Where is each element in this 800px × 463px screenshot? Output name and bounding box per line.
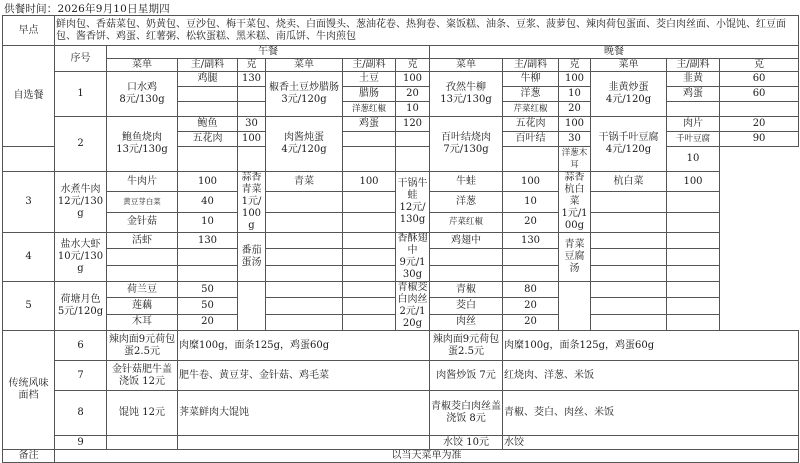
dish-cell bbox=[591, 117, 667, 172]
ingredient-cell bbox=[266, 298, 343, 314]
ingredient-cell bbox=[238, 147, 266, 172]
dish-cell bbox=[430, 117, 503, 172]
grams-cell bbox=[343, 147, 396, 172]
traditional-label: 传统风味面档 bbox=[3, 331, 55, 450]
ingredient-cell: 牛柳 bbox=[503, 72, 559, 87]
dish-price: 12元/130g bbox=[57, 196, 104, 219]
dish-name: 青菜豆腐汤 bbox=[564, 239, 585, 274]
grams-cell: 10 bbox=[178, 212, 238, 232]
grams-cell: 20 bbox=[503, 212, 559, 232]
dish-name: 百叶结烧肉 bbox=[441, 132, 491, 143]
ingredient-cell bbox=[266, 192, 343, 212]
noodle-dish-cell: 辣肉面9元荷包蛋2.5元 bbox=[107, 331, 178, 361]
grams-cell: 10 bbox=[396, 102, 430, 117]
lunch-header: 午餐 bbox=[107, 46, 430, 59]
grams-cell bbox=[343, 212, 396, 232]
dish-cell bbox=[559, 282, 591, 331]
grams-cell: 100 bbox=[238, 132, 266, 147]
dish-price: 4元/120g bbox=[281, 144, 327, 155]
grams-cell: 10 bbox=[559, 87, 591, 102]
ingredient-cell: 鸡蛋 bbox=[667, 87, 720, 102]
dish-price: 1元/100g bbox=[561, 208, 588, 231]
noodle-ingredient-cell: 肉糜100g，面条125g，鸡蛋60g bbox=[178, 331, 430, 361]
dish-price: 12元/130g bbox=[399, 202, 426, 225]
ingredient-cell: 黄豆芽白菜 bbox=[107, 192, 178, 212]
ingredient-cell: 杭白菜 bbox=[591, 172, 667, 192]
ingredient-cell bbox=[396, 147, 430, 172]
table-row bbox=[3, 117, 799, 132]
meal-header-row bbox=[3, 46, 799, 59]
noodle-dish-cell: 金针菇肥牛盖浇饭 12元 bbox=[107, 361, 178, 391]
ingredient-cell bbox=[430, 265, 503, 281]
ingredient-cell: 五花肉 bbox=[178, 132, 238, 147]
grams-cell bbox=[667, 314, 720, 330]
ingredient-cell bbox=[591, 249, 667, 265]
dish-cell bbox=[55, 172, 107, 233]
ingredient-cell bbox=[591, 282, 667, 298]
grams-cell bbox=[343, 298, 396, 314]
dish-cell bbox=[107, 72, 178, 117]
ingredient-cell bbox=[266, 233, 343, 249]
noodle-dish-cell: 水饺 10元 bbox=[430, 436, 503, 450]
seq-cell: 8 bbox=[55, 391, 107, 436]
ingredient-cell: 五花肉 bbox=[503, 117, 559, 132]
grams-cell: 20 bbox=[720, 117, 799, 132]
grams-cell: 50 bbox=[178, 298, 238, 314]
dish-name: 椒香土豆炒腊肠 bbox=[269, 82, 339, 93]
grams-cell bbox=[238, 102, 266, 117]
grams-col-header: 克 bbox=[559, 59, 591, 72]
dish-cell bbox=[559, 233, 591, 282]
dish-price: 10元/130g bbox=[57, 251, 104, 274]
dish-name: 蒜香青菜 bbox=[241, 172, 262, 195]
dish-cell bbox=[396, 282, 430, 331]
dish-cell bbox=[55, 282, 107, 331]
ingredient-cell bbox=[591, 212, 667, 232]
ingredient-cell: 青椒 bbox=[430, 282, 503, 298]
grams-cell: 100 bbox=[396, 72, 430, 87]
dish-cell bbox=[238, 282, 266, 331]
grams-cell bbox=[343, 233, 396, 249]
grams-cell bbox=[343, 249, 396, 265]
grams-col-header: 克 bbox=[238, 59, 266, 72]
grams-cell: 20 bbox=[503, 314, 559, 330]
grams-cell bbox=[503, 147, 559, 172]
seq-cell: 1 bbox=[55, 72, 107, 117]
ingredient-cell bbox=[591, 265, 667, 281]
grams-cell bbox=[667, 282, 720, 298]
noodle-dish-cell: 青椒茭白肉丝盖浇饭 8元 bbox=[430, 391, 503, 436]
table-row bbox=[3, 436, 799, 450]
dish-cell bbox=[55, 233, 107, 282]
grams-cell: 100 bbox=[667, 172, 720, 192]
grams-cell: 100 bbox=[503, 172, 559, 192]
grams-cell: 130 bbox=[503, 233, 559, 249]
ingredient-cell: 肉片 bbox=[667, 117, 720, 132]
breakfast-label: 早点 bbox=[3, 16, 55, 46]
dish-name: 青椒茭白肉丝 bbox=[397, 282, 428, 305]
grams-cell bbox=[667, 249, 720, 265]
grams-cell: 60 bbox=[720, 72, 799, 87]
grams-cell: 20 bbox=[559, 102, 591, 117]
dish-name: 荷塘月色 bbox=[60, 294, 101, 305]
ingredient-col-header: 主/副料 bbox=[503, 59, 559, 72]
dish-price: 1元/100g bbox=[241, 196, 262, 231]
table-row bbox=[3, 282, 799, 298]
grams-cell: 50 bbox=[178, 282, 238, 298]
dish-cell bbox=[266, 117, 343, 172]
grams-cell: 40 bbox=[178, 192, 238, 212]
dish-cell bbox=[266, 72, 343, 117]
ingredient-cell bbox=[266, 249, 343, 265]
grams-cell bbox=[667, 298, 720, 314]
ingredient-cell bbox=[343, 132, 396, 147]
grams-cell bbox=[343, 282, 396, 298]
grams-cell bbox=[343, 314, 396, 330]
noodle-ingredient-cell: 荠菜鲜肉大馄饨 bbox=[178, 391, 430, 436]
ingredient-cell: 洋葱 bbox=[430, 192, 503, 212]
grams-cell bbox=[178, 249, 238, 265]
ingredient-cell: 芹菜红椒 bbox=[430, 212, 503, 232]
grams-cell: 100 bbox=[343, 172, 396, 192]
ingredient-col-header: 主/副料 bbox=[667, 59, 720, 72]
seq-cell: 4 bbox=[3, 233, 55, 282]
ingredient-cell: 腊肠 bbox=[343, 87, 396, 102]
grams-cell: 20 bbox=[503, 298, 559, 314]
ingredient-cell: 茭白 bbox=[430, 298, 503, 314]
grams-cell: 100 bbox=[559, 117, 591, 132]
grams-cell bbox=[343, 265, 396, 281]
ingredient-cell: 鸡翅中 bbox=[430, 233, 503, 249]
grams-cell: 90 bbox=[720, 132, 799, 147]
dish-cell bbox=[238, 233, 266, 282]
ingredient-cell: 牛肉片 bbox=[107, 172, 178, 192]
ingredient-cell bbox=[266, 212, 343, 232]
ingredient-cell: 木耳 bbox=[107, 314, 178, 330]
grams-cell bbox=[238, 87, 266, 102]
dish-col-header: 菜单 bbox=[430, 59, 503, 72]
grams-cell: 130 bbox=[238, 72, 266, 87]
ingredient-cell bbox=[667, 102, 720, 117]
ingredient-cell: 芹菜红椒 bbox=[503, 102, 559, 117]
dish-name: 鲍鱼烧肉 bbox=[122, 132, 162, 143]
remarks-row bbox=[3, 450, 799, 463]
self-select-label: 自选餐 bbox=[3, 46, 55, 147]
ingredient-cell: 鸡蛋 bbox=[343, 117, 396, 132]
grams-cell bbox=[667, 265, 720, 281]
dish-cell bbox=[396, 233, 430, 282]
dish-name: 盐水大虾 bbox=[60, 239, 101, 250]
grams-cell: 100 bbox=[559, 72, 591, 87]
grams-col-header: 克 bbox=[396, 59, 430, 72]
ingredient-cell bbox=[430, 249, 503, 265]
remarks-label: 备注 bbox=[3, 450, 55, 463]
noodle-ingredient-cell: 青椒、茭白、肉丝、米饭 bbox=[503, 391, 799, 436]
noodle-ingredient-cell: 水饺 bbox=[503, 436, 799, 450]
grams-cell: 10 bbox=[667, 147, 720, 172]
table-row bbox=[3, 361, 799, 391]
dish-name: 肉酱炖蛋 bbox=[284, 132, 324, 143]
dish-name: 蒜香杭白菜 bbox=[564, 172, 585, 207]
grams-cell bbox=[343, 192, 396, 212]
ingredient-cell bbox=[591, 298, 667, 314]
grams-cell bbox=[667, 212, 720, 232]
grams-cell: 130 bbox=[178, 233, 238, 249]
ingredient-cell bbox=[107, 249, 178, 265]
ingredient-cell bbox=[266, 314, 343, 330]
noodle-dish-cell: 辣肉面9元荷包蛋2.5元 bbox=[430, 331, 503, 361]
grams-cell bbox=[178, 265, 238, 281]
seq-cell: 9 bbox=[55, 436, 107, 450]
dish-cell bbox=[396, 172, 430, 233]
dish-col-header: 菜单 bbox=[266, 59, 343, 72]
grams-cell bbox=[396, 132, 430, 147]
ingredient-cell: 金针菇 bbox=[107, 212, 178, 232]
ingredient-cell: 鲍鱼 bbox=[178, 117, 238, 132]
ingredient-cell: 肉丝 bbox=[430, 314, 503, 330]
dish-price: 2元/120g bbox=[399, 306, 426, 329]
noodle-dish-cell bbox=[107, 436, 178, 450]
ingredient-cell bbox=[178, 102, 238, 117]
seq-cell: 3 bbox=[3, 172, 55, 233]
dish-cell bbox=[559, 172, 591, 233]
seq-cell: 7 bbox=[55, 361, 107, 391]
seq-header: 序号 bbox=[55, 46, 107, 72]
grams-cell: 60 bbox=[720, 87, 799, 102]
grams-cell bbox=[178, 147, 238, 172]
grams-cell bbox=[503, 249, 559, 265]
table-row bbox=[3, 233, 799, 249]
noodle-ingredient-cell bbox=[178, 436, 430, 450]
menu-table bbox=[2, 15, 799, 463]
dish-cell bbox=[238, 172, 266, 233]
dinner-header: 晚餐 bbox=[430, 46, 799, 59]
grams-cell: 10 bbox=[503, 192, 559, 212]
ingredient-cell: 青菜 bbox=[266, 172, 343, 192]
grams-cell bbox=[667, 233, 720, 249]
dish-name: 香酥翅中 bbox=[397, 233, 428, 256]
ingredient-cell bbox=[178, 87, 238, 102]
dish-price: 7元/130g bbox=[443, 144, 489, 155]
grams-cell: 100 bbox=[178, 172, 238, 192]
dish-name: 干锅千叶豆腐 bbox=[598, 132, 659, 143]
breakfast-row bbox=[3, 16, 799, 46]
table-row bbox=[3, 331, 799, 361]
date-line: 供餐时间：2026年9月10日星期四 bbox=[4, 3, 170, 15]
dish-price: 13元/130g bbox=[440, 94, 492, 105]
ingredient-cell bbox=[591, 233, 667, 249]
grams-cell: 120 bbox=[396, 117, 430, 132]
ingredient-cell bbox=[266, 282, 343, 298]
grams-cell bbox=[667, 192, 720, 212]
dish-price: 13元/130g bbox=[116, 144, 168, 155]
dish-cell bbox=[430, 72, 503, 117]
remarks-text: 以当天菜单为准 bbox=[55, 450, 799, 463]
ingredient-cell: 莲藕 bbox=[107, 298, 178, 314]
ingredient-cell: 韭黄 bbox=[667, 72, 720, 87]
ingredient-cell: 土豆 bbox=[343, 72, 396, 87]
dish-name: 韭黄炒蛋 bbox=[608, 82, 649, 93]
ingredient-cell bbox=[266, 265, 343, 281]
grams-cell bbox=[720, 102, 799, 117]
seq-cell: 2 bbox=[55, 117, 107, 172]
ingredient-cell bbox=[107, 265, 178, 281]
grams-cell: 20 bbox=[396, 87, 430, 102]
ingredient-cell: 荷兰豆 bbox=[107, 282, 178, 298]
grams-cell: 30 bbox=[559, 132, 591, 147]
ingredient-cell: 千叶豆腐 bbox=[667, 132, 720, 147]
ingredient-cell: 洋葱红椒 bbox=[343, 102, 396, 117]
dish-name: 孜然牛柳 bbox=[446, 82, 486, 93]
dish-name: 干锅牛蛙 bbox=[397, 178, 428, 201]
ingredient-cell: 牛蛙 bbox=[430, 172, 503, 192]
dish-name: 口水鸡 bbox=[127, 82, 157, 93]
noodle-ingredient-cell: 肉糜100g，面条125g，鸡蛋60g bbox=[503, 331, 799, 361]
dish-cell bbox=[591, 72, 667, 117]
seq-cell: 5 bbox=[3, 282, 55, 331]
dish-price: 9元/130g bbox=[399, 257, 426, 280]
dish-price: 8元/130g bbox=[119, 94, 165, 105]
ingredient-cell bbox=[3, 147, 55, 172]
noodle-ingredient-cell: 肥牛卷、黄豆芽、金针菇、鸡毛菜 bbox=[178, 361, 430, 391]
table-row bbox=[3, 391, 799, 436]
grams-cell: 20 bbox=[178, 314, 238, 330]
dish-name: 番茄蛋汤 bbox=[241, 245, 262, 268]
breakfast-items: 鲜肉包、香菇菜包、奶黄包、豆沙包、梅干菜包、烧卖、白面馒头、葱油花卷、热狗卷、粢饭糕、油条、豆浆、菠萝包、辣肉荷包蛋面、茭白肉丝面、小馄饨、红豆面包、酱香饼、鸡蛋、红薯粥、松软蛋糕、黑米糕、南瓜饼、牛肉煎包 bbox=[55, 16, 799, 46]
noodle-ingredient-cell: 红烧肉、洋葱、米饭 bbox=[503, 361, 799, 391]
dish-price: 3元/120g bbox=[281, 94, 327, 105]
grams-cell: 80 bbox=[503, 282, 559, 298]
column-header-row bbox=[3, 59, 799, 72]
ingredient-cell: 百叶结 bbox=[503, 132, 559, 147]
grams-cell bbox=[503, 265, 559, 281]
ingredient-col-header: 主/副料 bbox=[343, 59, 396, 72]
dish-price: 4元/120g bbox=[605, 94, 652, 105]
table-row bbox=[3, 72, 799, 87]
dish-price: 5元/120g bbox=[57, 306, 104, 317]
dish-col-header: 菜单 bbox=[107, 59, 178, 72]
ingredient-cell: 鸡腿 bbox=[178, 72, 238, 87]
dish-cell bbox=[107, 117, 178, 172]
grams-cell: 30 bbox=[238, 117, 266, 132]
grams-col-header: 克 bbox=[720, 59, 799, 72]
ingredient-col-header: 主/副料 bbox=[178, 59, 238, 72]
table-row bbox=[3, 172, 799, 192]
dish-col-header: 菜单 bbox=[591, 59, 667, 72]
ingredient-cell: 洋葱 bbox=[503, 87, 559, 102]
ingredient-cell: 洋葱木耳 bbox=[559, 147, 591, 172]
noodle-dish-cell: 馄饨 12元 bbox=[107, 391, 178, 436]
ingredient-cell: 活虾 bbox=[107, 233, 178, 249]
ingredient-cell bbox=[591, 192, 667, 212]
seq-cell: 6 bbox=[55, 331, 107, 361]
ingredient-cell bbox=[591, 314, 667, 330]
noodle-dish-cell: 肉酱炒饭 7元 bbox=[430, 361, 503, 391]
dish-price: 4元/120g bbox=[605, 144, 652, 155]
dish-name: 水煮牛肉 bbox=[60, 184, 101, 195]
